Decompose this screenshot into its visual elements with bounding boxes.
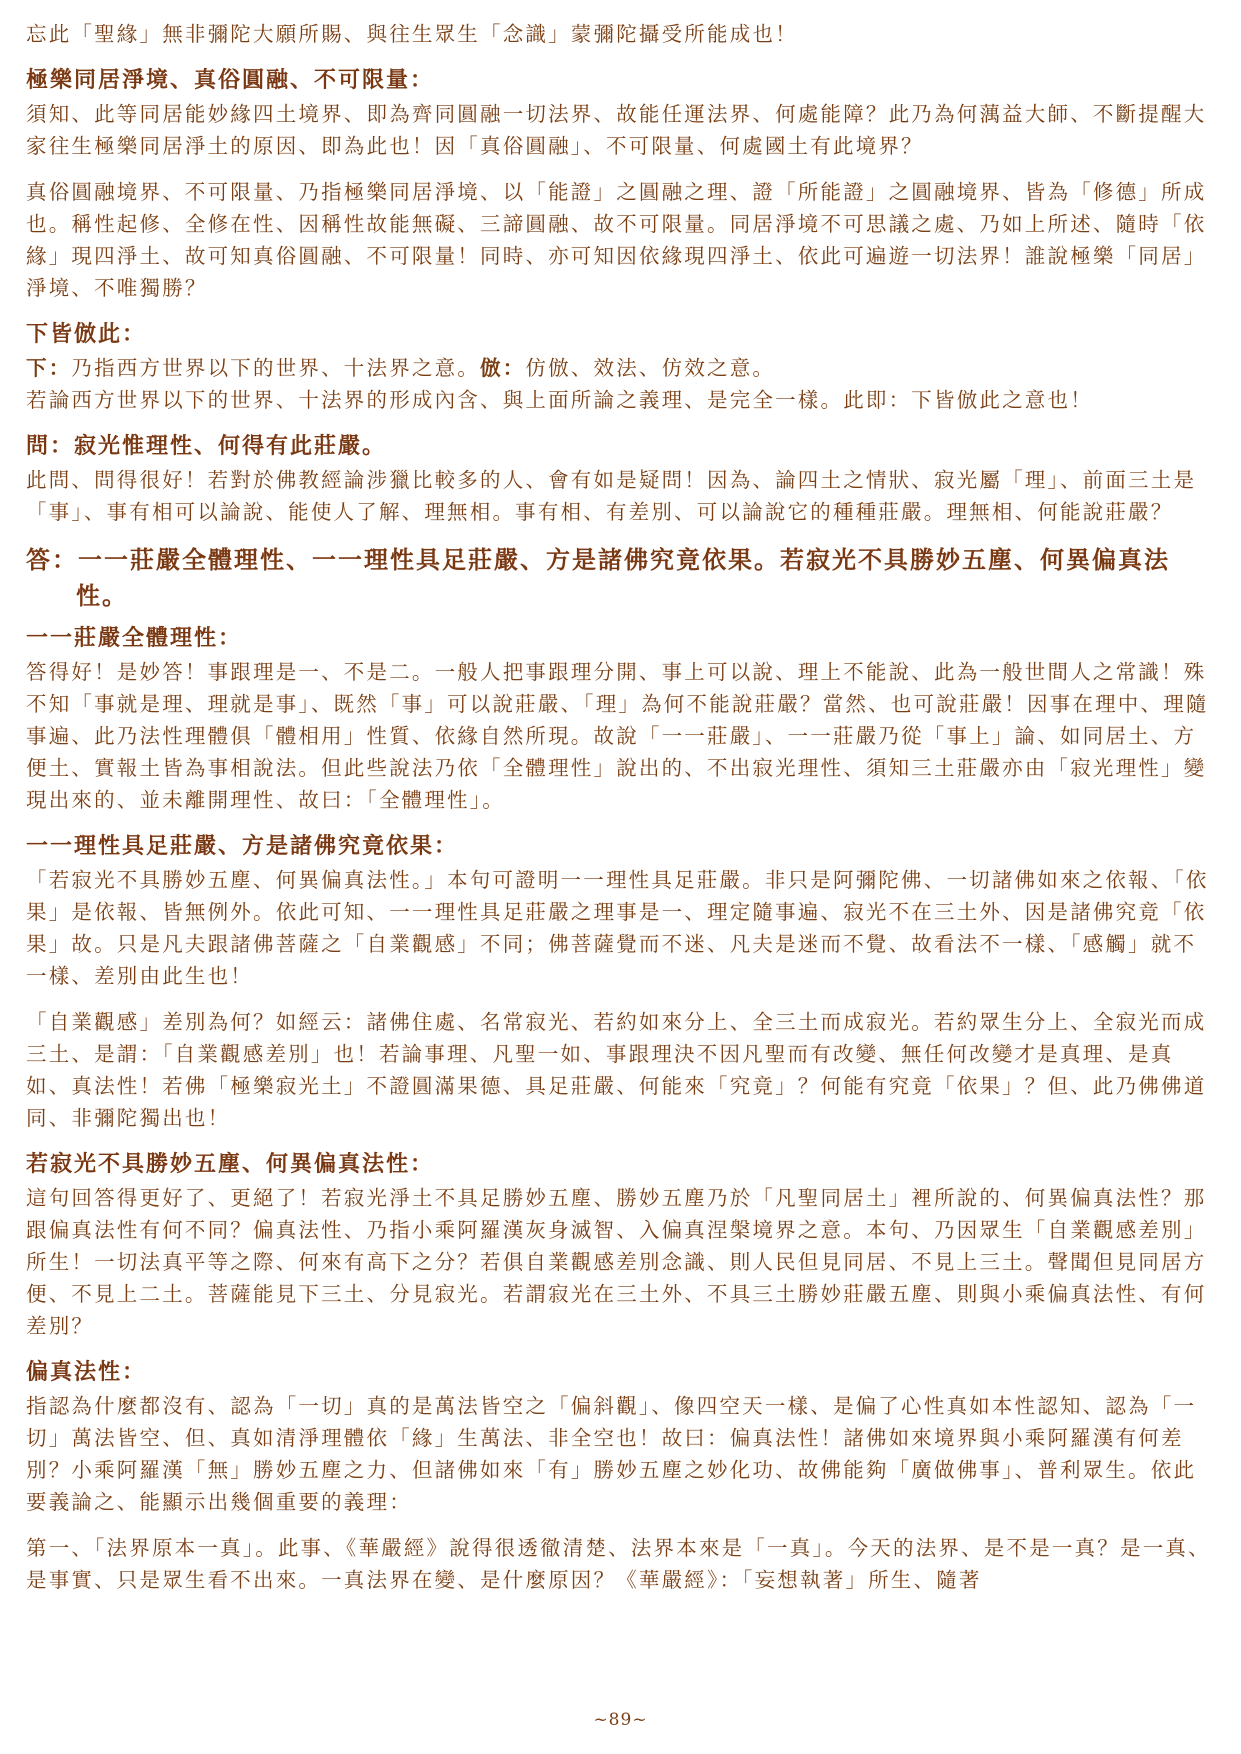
- heading-lixing-juzu-zhuangyan: 一一理性具足莊嚴、方是諸佛究竟依果：: [26, 833, 459, 859]
- term-xia: 下：: [26, 356, 72, 380]
- term-fang: 倣：: [480, 356, 526, 380]
- heading-tongju-jingjing: 極樂同居淨境、真俗圓融、不可限量：: [26, 67, 435, 93]
- paragraph-5: 答得好！是妙答！事跟理是一、不是二。一般人把事跟理分開、事上可以說、理上不能說、此為一般世間人之常識！殊不知「事就是理、理就是事」、既然「事」可以說莊嚴、「理」為何不能說莊嚴？當然、也可說莊嚴！因事在理中、理隨事遍、此乃法性理體俱「體相用」性質、依緣自然所現。故說「一一莊嚴」、一一莊嚴乃從「事上」論、如同居土、方便土、實報土皆為事相說法。但此些說法乃依「全體理性」說出的、不出寂光理性、須知三土莊嚴亦由「寂光理性」變現出來的、並未離開理性、故曰：「全體理性」。: [26, 660, 1209, 812]
- paragraph-2a: [26, 352, 1216, 384]
- heading-zhuangyan-quanti-lixing: 一一莊嚴全體理性：: [26, 625, 243, 651]
- document-page: [26, 18, 1216, 1596]
- heading-answer: 答：一一莊嚴全體理性、一一理性具足莊嚴、方是諸佛究竟依果。若寂光不具勝妙五塵、何異偏真法性。: [26, 545, 1170, 610]
- intro-paragraph: 忘此「聖緣」無非彌陀大願所賜、與往生眾生「念識」蒙彌陀攝受所能成也！: [26, 22, 798, 46]
- paragraph-8: 指認為什麼都沒有、認為「一切」真的是萬法皆空之「偏斜觀」、像四空天一樣、是偏了心性真如本性認知、認為「一切」萬法皆空、但、真如清淨理體依「緣」生萬法、非全空也！故曰：偏真法性！諸佛如來境界與小乘阿羅漢有何差別？小乘阿羅漢「無」勝妙五塵之力、但諸佛如來「有」勝妙五塵之妙化功、故佛能夠「廣做佛事」、普利眾生。依此要義論之、能顯示出幾個重要的義理：: [26, 1394, 1197, 1514]
- paragraph-2b: 若論西方世界以下的世界、十法界的形成內含、與上面所論之義理、是完全一樣。此即：下皆倣此之意也！: [26, 388, 1093, 412]
- paragraph-6a: 「若寂光不具勝妙五塵、何異偏真法性。」本句可證明一一理性具足莊嚴。非只是阿彌陀佛、一切諸佛如來之依報、「依果」是依報、皆無例外。依此可知、一一理性具足莊嚴之理事是一、理定隨事遍、寂光不在三土外、因是諸佛究竟「依果」故。只是凡夫跟諸佛菩薩之「自業觀感」不同；佛菩薩覺而不迷、凡夫是迷而不覺、故看法不一樣、「感觸」就不一樣、差別由此生也！: [26, 868, 1209, 988]
- page-number: ~89~: [593, 1710, 648, 1730]
- heading-question: 問：寂光惟理性、何得有此莊嚴。: [26, 433, 387, 459]
- paragraph-6b: 「自業觀感」差別為何？如經云：諸佛住處、名常寂光、若約如來分上、全三土而成寂光。若約眾生分上、全寂光而成三土、是謂：「自業觀感差別」也！若論事理、凡聖一如、事跟理決不因凡聖而有改變、無任何改變才是真理、是真如、真法性！若佛「極樂寂光土」不證圓滿果德、具足莊嚴、何能來「究竟」？何能有究竟「依果」？但、此乃佛佛道同、非彌陀獨出也！: [26, 1010, 1207, 1130]
- paragraph-1a: 須知、此等同居能妙緣四土境界、即為齊同圓融一切法界、故能任運法界、何處能障？此乃為何蕅益大師、不斷提醒大家往生極樂同居淨土的原因、即為此也！因「真俗圓融」、不可限量、何處國土有此境界？: [26, 102, 1207, 158]
- paragraph-3: 此問、問得很好！若對於佛教經論涉獵比較多的人、會有如是疑問！因為、論四土之情狀、寂光屬「理」、前面三土是「事」、事有相可以論說、能使人了解、理無相。事有相、有差別、可以論說它的種種莊嚴。理無相、何能說莊嚴？: [26, 468, 1197, 524]
- heading-xia-jie-fang-ci: 下皆倣此：: [26, 321, 147, 347]
- term-fang-definition: 仿倣、效法、仿效之意。: [525, 356, 776, 380]
- paragraph-7: 這句回答得更好了、更絕了！若寂光淨土不具足勝妙五塵、勝妙五塵乃於「凡聖同居土」裡所說的、何異偏真法性？那跟偏真法性有何不同？偏真法性、乃指小乘阿羅漢灰身滅智、入偏真涅槃境界之意。本句、乃因眾生「自業觀感差別」所生！一切法真平等之際、何來有高下之分？若俱自業觀感差別念識、則人民但見同居、不見上三土。聲聞但見同居方便、不見上二土。菩薩能見下三土、分見寂光。若謂寂光在三土外、不具三土勝妙莊嚴五塵、則與小乘偏真法性、有何差別？: [26, 1186, 1207, 1338]
- term-xia-definition: 乃指西方世界以下的世界、十法界之意。: [71, 356, 481, 380]
- paragraph-9: 第一、「法界原本一真」。此事、《華嚴經》說得很透徹清楚、法界本來是「一真」。今天的法界、是不是一真？是一真、是事實、只是眾生看不出來。一真法界在變、是什麼原因？《華嚴經》：「妄想執著」所生、隨著: [26, 1536, 1211, 1592]
- heading-jiguang-bu-ju: 若寂光不具勝妙五塵、何異偏真法性：: [26, 1151, 435, 1177]
- heading-pianzhen-faxing: 偏真法性：: [26, 1359, 147, 1385]
- paragraph-1b: 真俗圓融境界、不可限量、乃指極樂同居淨境、以「能證」之圓融之理、證「所能證」之圓融境界、皆為「修德」所成也。稱性起修、全修在性、因稱性故能無礙、三諦圓融、故不可限量。同居淨境不可思議之處、乃如上所述、隨時「依緣」現四淨土、故可知真俗圓融、不可限量！同時、亦可知因依緣現四淨土、依此可遍遊一切法界！誰說極樂「同居」淨境、不唯獨勝？: [26, 180, 1207, 300]
